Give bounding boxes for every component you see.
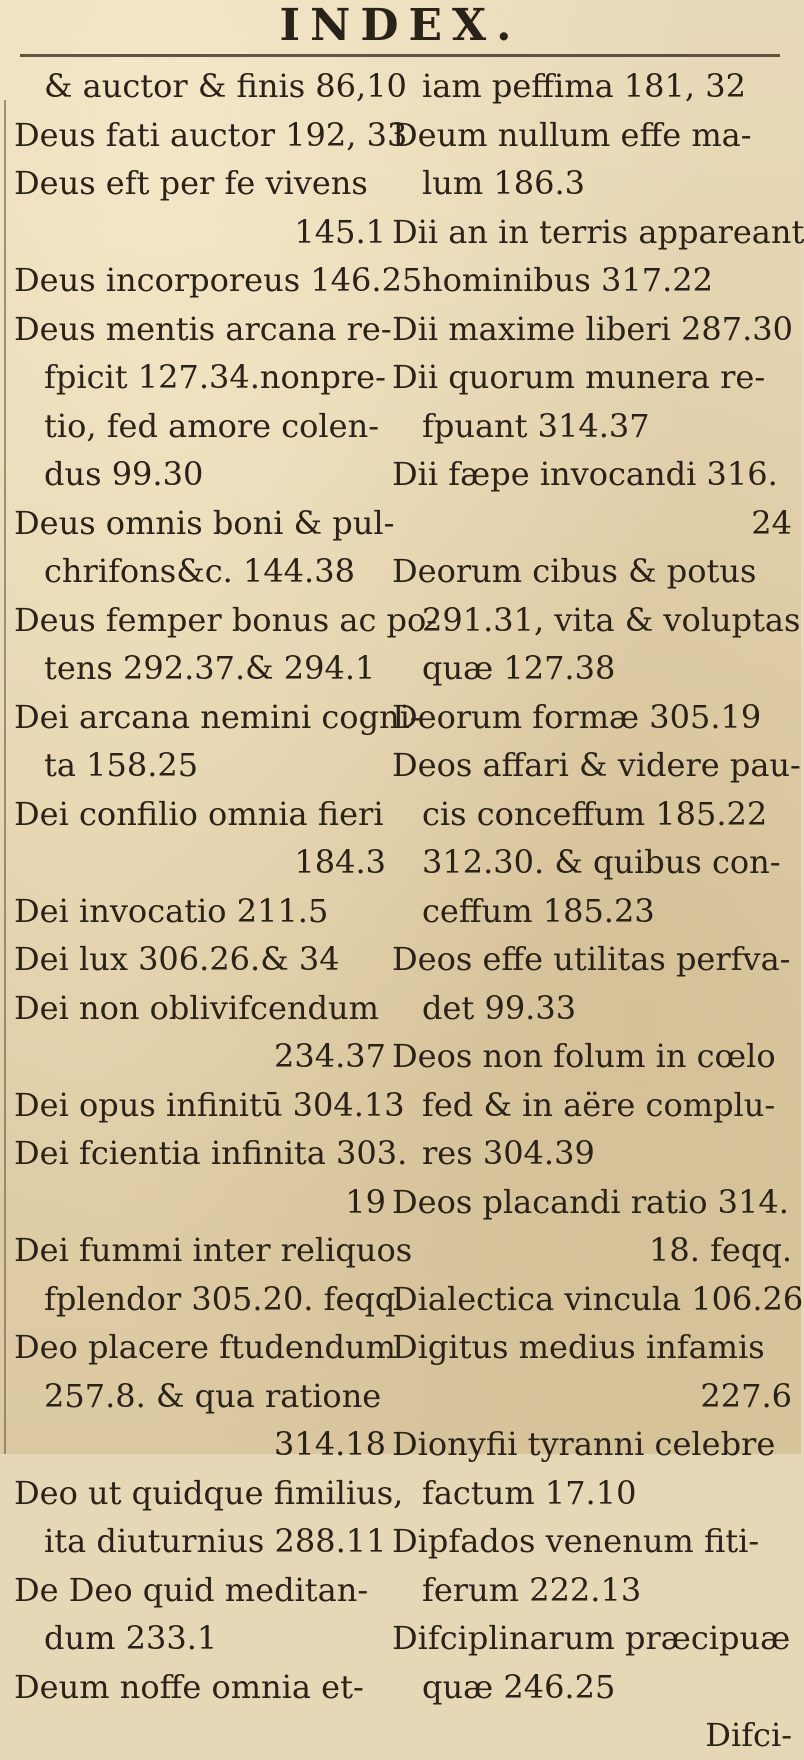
right-index-entry: Dii fæpe invocandi 316. (392, 455, 778, 493)
left-index-entry: Deum noffe omnia et- (14, 1667, 364, 1706)
right-index-entry: Deum nullum effe ma- (392, 115, 752, 154)
left-index-entry: 184.3 (294, 843, 386, 881)
header-rule (20, 54, 780, 57)
left-index-entry: Deus fati auctor 192, 33 (14, 115, 408, 154)
right-index-entry: Dii maxime liberi 287.30 (392, 309, 794, 348)
left-index-entry: tens 292.37.& 294.1 (44, 649, 376, 687)
right-index-entry: 312.30. & quibus con- (422, 843, 781, 881)
right-index-entry: lum 186.3 (422, 164, 585, 202)
right-index-entry: ferum 222.13 (422, 1570, 642, 1609)
right-index-entry: Deorum cibus & potus (392, 552, 757, 590)
right-index-entry: Dionyfii tyranni celebre (392, 1425, 776, 1463)
right-index-entry: hominibus 317.22 (422, 261, 713, 299)
left-index-entry: Deus omnis boni & pul- (14, 503, 395, 542)
right-index-entry: Deorum formæ 305.19 (392, 697, 762, 736)
right-index-entry: fpuant 314.37 (422, 406, 650, 445)
right-index-entry: ceffum 185.23 (422, 891, 655, 930)
left-index-entry: chrifons&c. 144.38 (44, 552, 355, 590)
right-index-entry: quæ 127.38 (422, 649, 616, 687)
left-index-entry: fpicit 127.34.nonpre- (44, 358, 386, 396)
left-index-entry: Deus mentis arcana re- (14, 309, 392, 348)
right-index-entry: 24 (751, 503, 792, 542)
right-index-entry: Digitus medius infamis (392, 1328, 765, 1366)
left-index-entry: Dei lux 306.26.& 34 (14, 940, 340, 978)
left-index-entry: dum 233.1 (44, 1619, 218, 1657)
left-index-entry: Dei confilio omnia fieri (14, 794, 384, 833)
right-index-entry: Dii quorum munera re- (392, 358, 766, 396)
right-index-entry: Dipfados venenum fiti- (392, 1522, 760, 1560)
left-index-entry: Dei opus infinitū 304.13 (14, 1085, 405, 1124)
left-index-entry: dus 99.30 (44, 455, 204, 493)
right-column (392, 62, 804, 1760)
left-index-entry: & auctor & finis 86,10 (44, 67, 407, 105)
right-index-entry: quæ 246.25 (422, 1667, 616, 1706)
left-index-entry: Dei arcana nemini cogni- (14, 697, 421, 736)
left-index-entry: 19 (345, 1182, 386, 1221)
right-index-entry: 227.6 (700, 1376, 792, 1415)
left-index-entry: fplendor 305.20. feqq. (44, 1279, 406, 1318)
left-index-entry: Deo ut quidque fimilius, (14, 1473, 404, 1512)
right-index-entry: Deos affari & videre pau- (392, 746, 801, 784)
left-index-entry: Deus eft per fe vivens (14, 164, 368, 202)
right-index-entry: cis conceffum 185.22 (422, 794, 768, 833)
right-index-entry: res 304.39 (422, 1134, 595, 1172)
right-index-entry: Deos placandi ratio 314. (392, 1182, 789, 1221)
left-index-entry: 234.37 (274, 1037, 386, 1075)
right-index-entry: Deos non folum in cœlo (392, 1037, 776, 1075)
right-index-entry: 291.31, vita & voluptas (422, 600, 801, 639)
left-index-entry: 257.8. & qua ratione (44, 1376, 382, 1415)
left-index-entry: Deus incorporeus 146.25 (14, 261, 423, 299)
left-index-entry: Dei fummi inter reliquos (14, 1231, 413, 1269)
right-index-entry: Dialectica vincula 106.26 (392, 1279, 804, 1318)
right-index-entry: det 99.33 (422, 988, 577, 1027)
left-index-entry: Deus femper bonus ac po- (14, 600, 438, 639)
right-index-entry: Dii an in terris appareant (392, 212, 804, 251)
page-edge-rule (4, 100, 6, 1454)
right-index-entry: 18. feqq. (649, 1231, 792, 1269)
left-index-entry: 145.1 (294, 212, 386, 251)
left-index-entry: Deo placere ftudendum (14, 1328, 396, 1366)
right-index-entry: iam peffima 181, 32 (422, 67, 746, 105)
right-index-entry: Difciplinarum præcipuæ (392, 1619, 791, 1657)
page-header: INDEX. (279, 0, 522, 51)
left-index-entry: ta 158.25 (44, 746, 199, 784)
left-index-entry: Dei non oblivifcendum (14, 988, 379, 1027)
left-column (14, 62, 438, 1711)
right-index-entry: fed & in aëre complu- (422, 1085, 776, 1124)
right-index-entry: factum 17.10 (422, 1473, 637, 1512)
left-index-entry: ita diuturnius 288.11 (44, 1522, 387, 1560)
left-index-entry: 314.18 (274, 1425, 386, 1463)
right-index-entry: Difci- (705, 1716, 792, 1754)
left-index-entry: Dei fcientia infinita 303. (14, 1134, 408, 1172)
left-index-entry: Dei invocatio 211.5 (14, 891, 329, 930)
left-index-entry: De Deo quid meditan- (14, 1570, 369, 1609)
left-index-entry: tio, fed amore colen- (44, 406, 380, 445)
right-index-entry: Deos effe utilitas perfva- (392, 940, 791, 978)
